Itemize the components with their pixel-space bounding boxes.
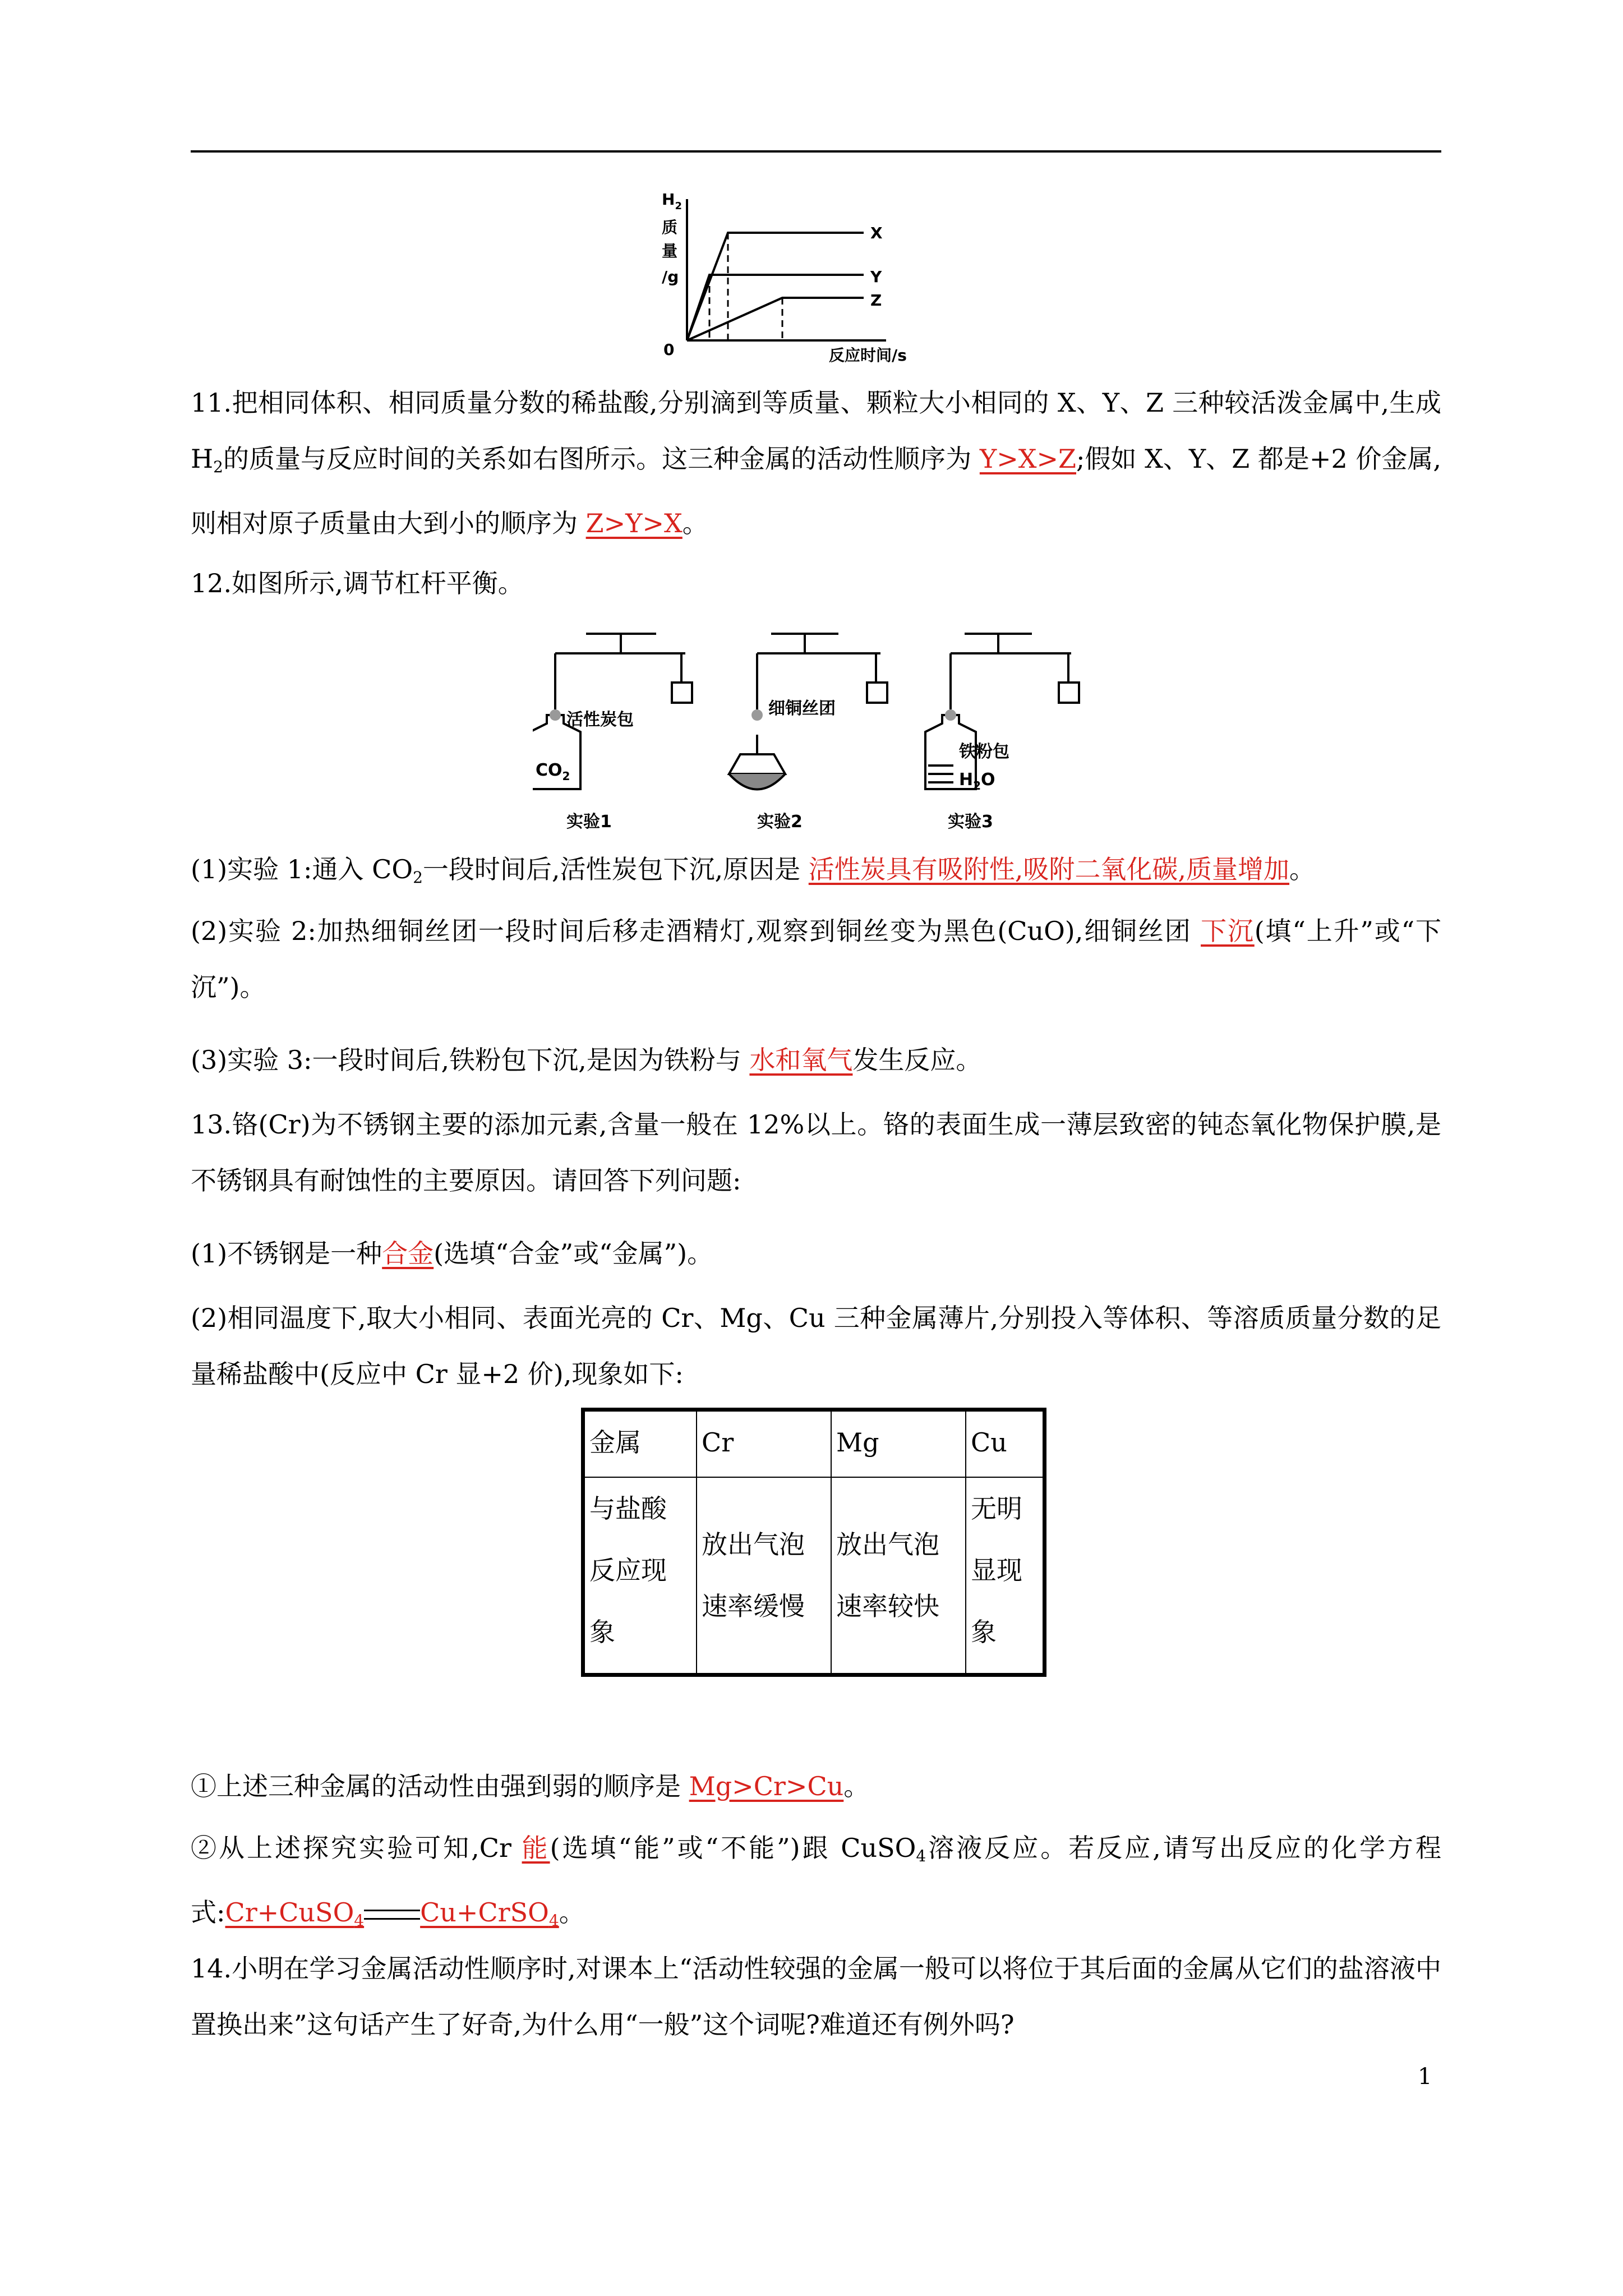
exp2-item-label: 细铜丝团 [768,699,836,718]
header-mg: Mg [831,1410,966,1478]
carbon-pack-icon [550,709,561,721]
exp3-item-label: 铁粉包 [959,742,1009,762]
exp1-item-label: 活性炭包 [566,710,634,730]
table-header-row [583,1410,1045,1478]
q11-answer-2: Z>Y>X [585,508,683,538]
origin-label: 0 [663,340,675,359]
y-label-4: /g [662,268,679,286]
header-cr: Cr [697,1410,831,1478]
series-x-line [687,233,864,340]
header-cu: Cu [966,1410,1045,1478]
metal-reaction-table [581,1408,1046,1677]
series-z-line [687,298,864,340]
cell-cr: 放出气泡 速率缓慢 [697,1477,831,1675]
cell-cu: 无明 显现 象 [966,1477,1045,1675]
iron-pack-icon [945,709,956,721]
q12-figure [533,620,1105,838]
exp1-gas-label: $CO_2$ [536,760,570,783]
q12-answer-1: 活性炭具有吸附性,吸附二氧化碳,质量增加 [808,854,1290,884]
x-axis-label: 反应时间/s [829,346,907,365]
q13-answer-2: Mg>Cr>Cu [689,1771,844,1801]
q12-answer-2: 下沉 [1201,916,1255,946]
header-metal: 金属 [583,1410,697,1478]
series-y-line [687,275,864,340]
header-rule [191,150,1441,153]
q14-text: 14.小明在学习金属活动性顺序时,对课本上“活动性较强的金属一般可以将位于其后面的金属从它们的盐溶液中置换出来”这句话产生了好奇,为什么用“一般”这个词呢?难道还有例外吗? [191,1953,1441,2040]
q13-part2: (2)相同温度下,取大小相同、表面光亮的 Cr、Mg、Cu 三种金属薄片,分别投入等体积、等溶质质量分数的足量稀盐酸中(反应中 Cr 显+2 价),现象如下: [191,1303,1441,1389]
table-row [583,1477,1045,1675]
exp3-liquid-label: $H_2O$ [959,770,995,792]
q13-part1: (1)不锈钢是一种合金(选填“合金”或“金属”)。 [191,1238,713,1269]
series-x-label: X [870,224,883,242]
cell-mg: 放出气泡 速率较快 [831,1477,966,1675]
q12-title: 12.如图所示,调节杠杆平衡。 [191,568,524,598]
q11-text: 11.把相同体积、相同质量分数的稀盐酸,分别滴到等质量、颗粒大小相同的 X、Y、Z 三种较活泼金属中,生成 $H_2$的质量与反应时间的关系如右图所示。这三种金属的活动性顺序为 Y>X>Z;假如 X、Y、Z 都是+2 价金属,则相对原子质量由大到小的顺序为 Z>Y>X。 [191,388,1441,538]
q13-answer-1: 合金 [382,1238,434,1269]
series-y-label: Y [870,268,882,286]
y-label-h: $H_2$ [662,190,682,212]
page-number: 1 [1418,2064,1432,2090]
q12-part1: (1)实验 1:通入 $CO_2$一段时间后,活性炭包下沉,原因是 活性炭具有吸附性,吸附二氧化碳,质量增加。 [191,854,1316,887]
q13-answer-3: 能 [522,1833,550,1863]
equation-equals [364,1910,420,1920]
q13-c2: ②从上述探究实验可知,Cr 能(选填“能”或“不能”)跟 CuSO$_4$溶液反应。若反应,请写出反应的化学方程式:Cr+CuSO$_4$ Cu+CrSO$_4$。 [191,1833,1441,1930]
series-z-label: Z [870,291,882,310]
y-label-2: 质 [662,218,678,237]
exp2-label: 实验2 [757,812,803,832]
q13-intro: 13.铬(Cr)为不锈钢主要的添加元素,含量一般在 12%以上。铬的表面生成一薄层致密的钝态氧化物保护膜,是不锈钢具有耐蚀性的主要原因。请回答下列问题: [191,1109,1441,1196]
copper-wire-icon [751,709,763,721]
q11-answer-1: Y>X>Z [979,444,1076,474]
q12-part2: (2)实验 2:加热细铜丝团一段时间后移走酒精灯,观察到铜丝变为黑色(CuO),细铜丝团 下沉(填“上升”或“下沉”)。 [191,916,1441,1002]
q13-equation: Cr+CuSO$_4$ [225,1897,365,1930]
q13-equation-product: Cu+CrSO$_4$ [420,1897,559,1930]
exp1-label: 实验1 [566,812,612,832]
y-label-3: 量 [662,242,678,260]
q12-answer-3: 水和氧气 [749,1045,853,1075]
row-label: 与盐酸 反应现 象 [583,1477,697,1675]
q13-c1: ①上述三种金属的活动性由强到弱的顺序是 Mg>Cr>Cu。 [191,1771,870,1801]
q11-graph [662,188,976,367]
q12-part3: (3)实验 3:一段时间后,铁粉包下沉,是因为铁粉与 水和氧气发生反应。 [191,1045,982,1075]
exp3-label: 实验3 [948,812,993,832]
